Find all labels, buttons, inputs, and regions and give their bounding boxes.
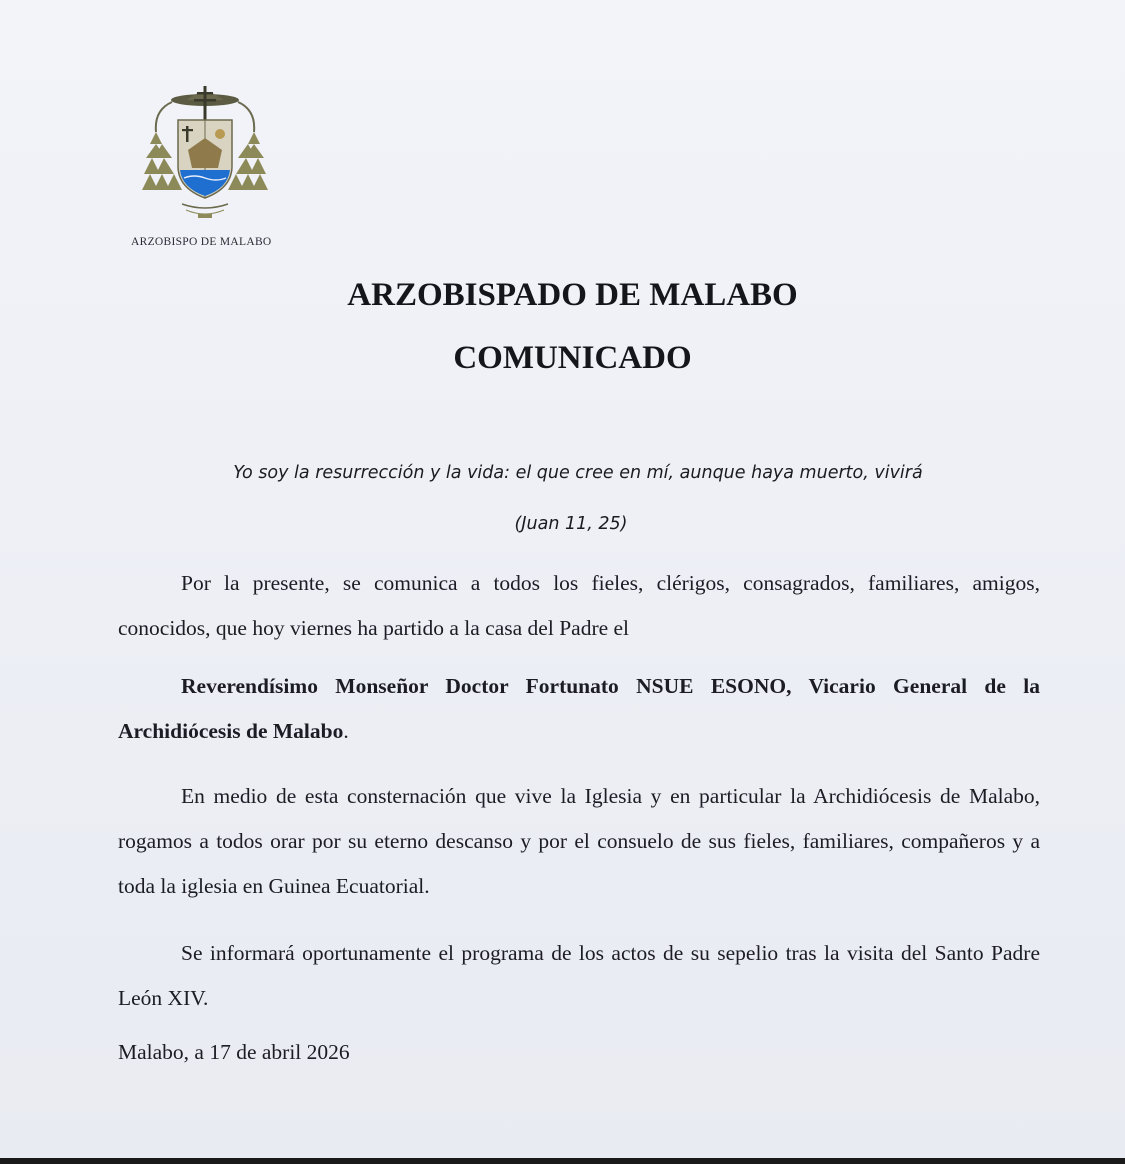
archbishop-coat-of-arms — [142, 80, 268, 230]
announcement-paragraph — [118, 561, 1040, 651]
bible-reference: (Juan 11, 25) — [514, 514, 628, 534]
deceased-name-period: . — [343, 719, 349, 743]
document-subheading: COMUNICADO — [453, 340, 692, 376]
crest-caption: ARZOBISPO DE MALABO — [131, 236, 272, 248]
page-bottom-edge — [0, 1158, 1125, 1164]
bible-quote: Yo soy la resurrección y la vida: el que cree en mí, aunque haya muerto, vivirá — [233, 463, 923, 483]
document-heading: ARZOBISPADO DE MALABO — [347, 277, 798, 313]
prayer-paragraph — [118, 774, 1040, 909]
deceased-name-text: Reverendísimo Monseñor Doctor Fortunato NSUE ESONO, Vicario General de la Archidiócesis de Malabo — [118, 674, 1040, 743]
prayer-text: En medio de esta consternación que vive la Iglesia y en particular la Archidiócesis de Malabo, rogamos a todos orar por su eterno descanso y por el consuelo de sus fieles, familiares, compañeros y a toda la iglesia en Guinea Ecuatorial. — [118, 784, 1040, 898]
deceased-name-paragraph — [118, 664, 1040, 754]
date-line: Malabo, a 17 de abril 2026 — [118, 1040, 350, 1064]
funeral-info-text: Se informará oportunamente el programa de los actos de su sepelio tras la visita del Santo Padre León XIV. — [118, 941, 1040, 1010]
funeral-info-paragraph — [118, 931, 1040, 1021]
announcement-text: Por la presente, se comunica a todos los fieles, clérigos, consagrados, familiares, amigos, conocidos, que hoy viernes ha partido a la casa del Padre el — [118, 571, 1040, 640]
